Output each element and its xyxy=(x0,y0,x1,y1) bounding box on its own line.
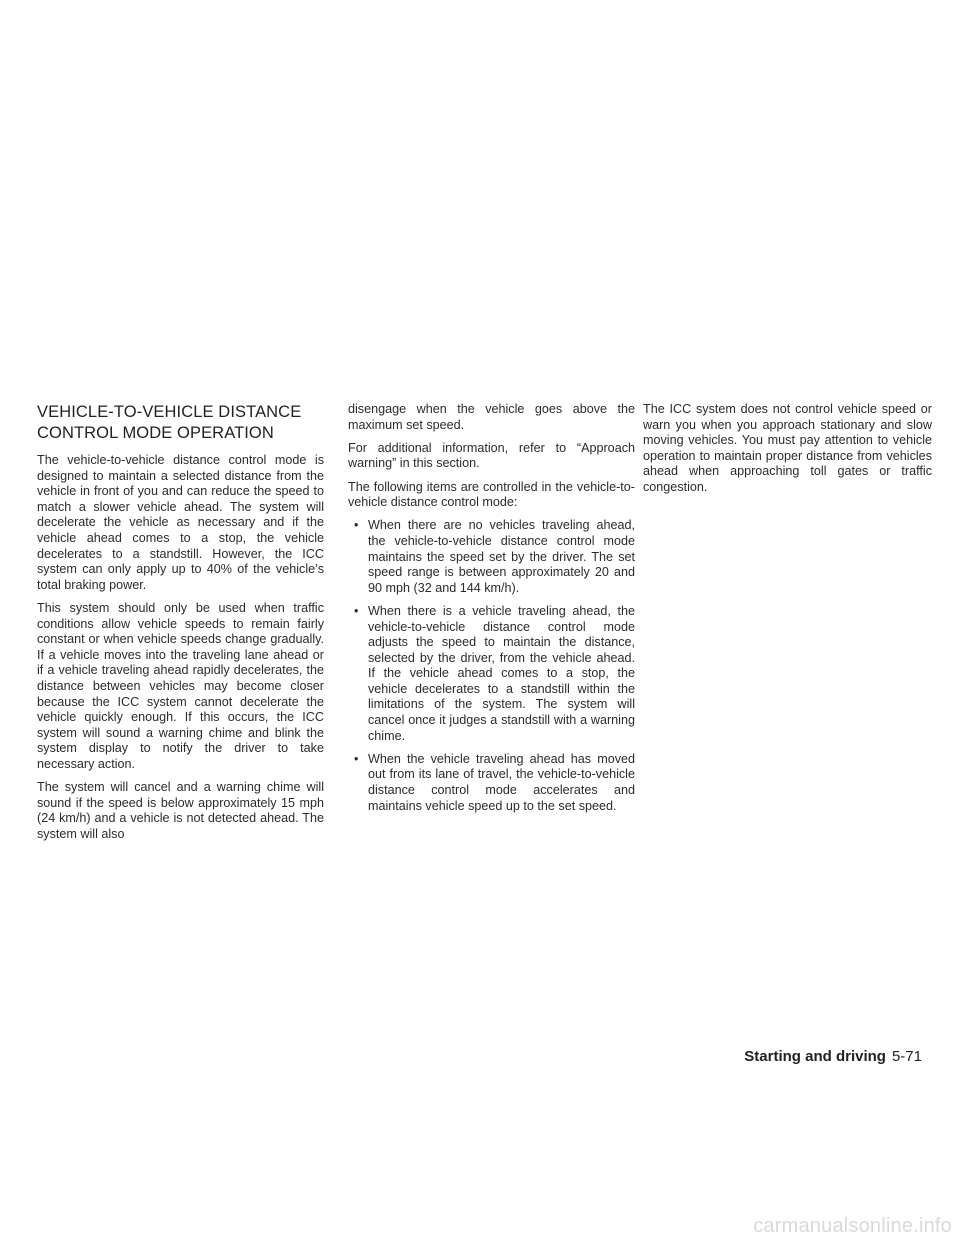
chapter-title: Starting and driving xyxy=(744,1048,886,1065)
watermark: carmanualsonline.info xyxy=(753,1215,952,1237)
paragraph-icc-limitations: The ICC system does not control vehicle speed or warn you when you approach stationary and slow moving vehicles. You must pay attention to vehicle operation to maintain proper distance from vehicles ahead when approaching toll gates or traffic congestion. xyxy=(643,402,932,494)
list-item xyxy=(348,604,635,744)
list-item-text: When there is a vehicle traveling ahead, the vehicle-to-vehicle distance control mode adjusts the speed to maintain the distance, selected by the driver, from the vehicle ahead. If the vehicle ahead comes to a stop, the vehicle decelerates to a standstill within the limitations of the system. The system will cancel once it judges a standstill with a warning chime. xyxy=(368,603,635,743)
column-3 xyxy=(643,402,932,503)
section-title xyxy=(37,402,324,444)
list-item-text: When the vehicle traveling ahead has moved out from its lane of travel, the vehicle-to-vehicle distance control mode accelerates and maintains vehicle speed up to the set speed. xyxy=(368,751,635,813)
list-item xyxy=(348,518,635,596)
list-item xyxy=(348,752,635,814)
paragraph-traffic-conditions: This system should only be used when traffic conditions allow vehicle speeds to remain fairly constant or when vehicle speeds change gradually. If a vehicle moves into the traveling lane ahead or if a vehicle traveling ahead rapidly decelerates, the distance between vehicles may become closer because the ICC system cannot decelerate the vehicle quickly enough. If this occurs, the ICC system will sound a warning chime and blink the system display to notify the driver to take necessary action. xyxy=(37,600,324,771)
section-title-line-1: VEHICLE-TO-VEHICLE DISTANCE xyxy=(37,403,302,421)
paragraph-cancel-start: The system will cancel and a warning chime will sound if the speed is below approximately 15 mph (24 km/h) and a vehicle is not detected ahead. The system will also xyxy=(37,780,324,841)
paragraph-intro: The vehicle-to-vehicle distance control mode is designed to maintain a selected distance from the vehicle in front of you and can reduce the speed to match a slower vehicle ahead. The system will decelerate the vehicle as necessary and if the vehicle ahead comes to a stop, the vehicle decelerates to a standstill. However, the ICC system can only apply up to 40% of the vehicle’s total braking power. xyxy=(37,453,324,592)
bullet-list xyxy=(348,518,635,814)
page-number: 5-71 xyxy=(891,1048,922,1065)
bullet-icon: • xyxy=(354,603,359,618)
page-footer xyxy=(744,1047,922,1067)
column-2 xyxy=(348,402,635,822)
bullet-icon: • xyxy=(354,751,359,766)
section-title-line-2: CONTROL MODE OPERATION xyxy=(37,424,274,442)
paragraph-controlled-items: The following items are controlled in the vehicle-to-vehicle distance control mode: xyxy=(348,479,635,510)
paragraph-reference: For additional information, refer to “Approach warning” in this section. xyxy=(348,440,635,471)
column-1 xyxy=(37,402,324,850)
list-item-text: When there are no vehicles traveling ahead, the vehicle-to-vehicle distance control mode maintains the speed set by the driver. The set speed range is between approximately 20 and 90 mph (32 and 144 km/h). xyxy=(368,518,635,595)
paragraph-cancel-end: disengage when the vehicle goes above the maximum set speed. xyxy=(348,402,635,432)
bullet-icon: • xyxy=(354,518,359,533)
